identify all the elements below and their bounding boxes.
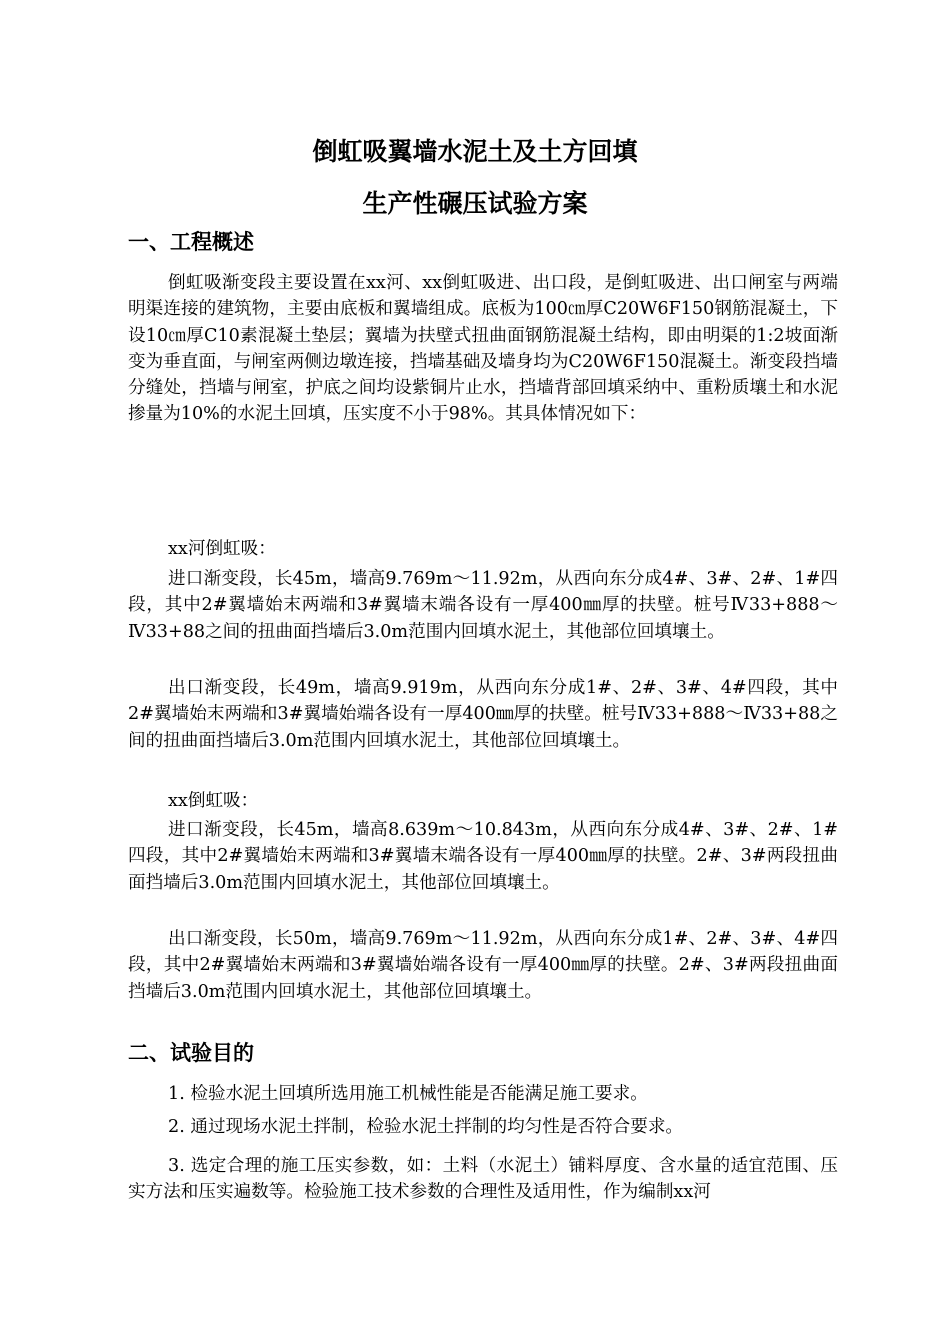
doc-title-line1: 倒虹吸翼墙水泥土及土方回填 — [312, 137, 638, 166]
section2-item3: 3. 选定合理的施工压实参数，如：土料（水泥土）铺料厚度、含水量的适宜范围、压实方法和压实遍数等。检验施工技术参数的合理性及适用性，作为编制xx河 — [128, 1156, 838, 1203]
section1-intro: 倒虹吸渐变段主要设置在xx河、xx倒虹吸进、出口段，是倒虹吸进、出口闸室与两端明渠连接的建筑物，主要由底板和翼墙组成。底板为100㎝厚C20W6F150钢筋混凝土，下设10㎝厚C10素混凝土垫层；翼墙为扶壁式扭曲面钢筋混凝土结构，即由明渠的1:2坡面渐变为垂直面，与闸室两侧边墩连接，挡墙基础及墙身均为C20W6F150混凝土。渐变段挡墙分缝处，挡墙与闸室，护底之间均设紫铜片止水，挡墙背部回填采纳中、重粉质壤土和水泥掺量为10%的水泥土回填，压实度不小于98%。其具体情况如下： — [128, 273, 838, 425]
section2-item2: 2. 通过现场水泥土拌制，检验水泥土拌制的均匀性是否符合要求。 — [168, 1117, 684, 1137]
river2-label: xx倒虹吸： — [168, 791, 259, 811]
section1-heading: 一、工程概述 — [128, 230, 254, 254]
section2-heading: 二、试验目的 — [128, 1041, 254, 1065]
river1-label: xx河倒虹吸： — [168, 539, 276, 559]
river1-inlet: 进口渐变段，长45m，墙高9.769m～11.92m，从西向东分成4#、3#、2#、1#四段，其中2#翼墙始末两端和3#翼墙末端各设有一厚400㎜厚的扶壁。桩号Ⅳ33+888～Ⅳ33+88之间的扭曲面挡墙后3.0m范围内回填水泥土，其他部位回填壤土。 — [128, 569, 838, 642]
section2-item1: 1. 检验水泥土回填所选用施工机械性能是否能满足施工要求。 — [168, 1084, 648, 1104]
doc-title-line2: 生产性碾压试验方案 — [362, 189, 588, 218]
river2-outlet: 出口渐变段，长50m，墙高9.769m～11.92m，从西向东分成1#、2#、3#、4#四段，其中2#翼墙始末两端和3#翼墙始端各设有一厚400㎜厚的扶壁。2#、3#两段扭曲面挡墙后3.0m范围内回填水泥土，其他部位回填壤土。 — [128, 929, 838, 1002]
river2-inlet: 进口渐变段，长45m，墙高8.639m～10.843m，从西向东分成4#、3#、2#、1#四段，其中2#翼墙始末两端和3#翼墙末端各设有一厚400㎜厚的扶壁。2#、3#两段扭曲面挡墙后3.0m范围内回填水泥土，其他部位回填壤土。 — [128, 820, 838, 893]
river1-outlet: 出口渐变段，长49m，墙高9.919m，从西向东分成1#、2#、3#、4#四段，其中2#翼墙始末两端和3#翼墙始端各设有一厚400㎜厚的扶壁。桩号Ⅳ33+888～Ⅳ33+88之间的扭曲面挡墙后3.0m范围内回填水泥土，其他部位回填壤土。 — [128, 678, 838, 751]
